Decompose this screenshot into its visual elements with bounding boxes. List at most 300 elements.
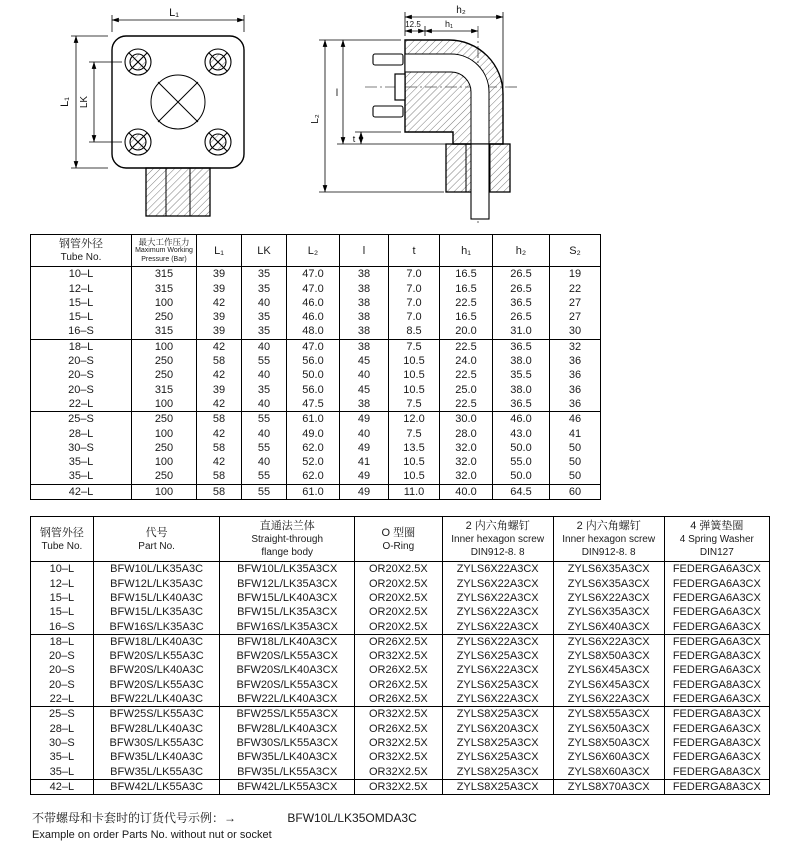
table-cell: 49 <box>340 412 389 427</box>
table-row <box>31 722 770 736</box>
table-cell: FEDERGA6A3CX <box>664 620 769 635</box>
table-cell: 42 <box>197 397 242 412</box>
table-cell: 60 <box>550 484 601 499</box>
table-cell: ZYLS8X50A3CX <box>553 649 664 663</box>
table-cell: 42 <box>197 427 242 441</box>
table-cell: 50.0 <box>493 441 550 455</box>
table-cell: BFW15L/LK35A3CX <box>220 605 355 619</box>
table-cell: 20–S <box>49 664 75 677</box>
socket-screw-icon <box>125 49 151 75</box>
table-cell: BFW15L/LK40A3CX <box>220 591 355 605</box>
hex-nut-front <box>146 168 210 216</box>
table-cell: 52.0 <box>287 455 340 469</box>
table-cell: 56.0 <box>287 383 340 397</box>
table-cell: BFW18L/LK40A3CX <box>220 634 355 649</box>
table-cell: 46.0 <box>493 412 550 427</box>
table-cell: 20–S <box>68 355 94 368</box>
table-cell: BFW28L/LK40A3C <box>93 722 220 736</box>
table-cell: ZYLS6X22A3CX <box>442 634 553 649</box>
table-cell: ZYLS6X22A3CX <box>553 591 664 605</box>
table-row <box>31 296 601 310</box>
table-cell: FEDERGA6A3CX <box>664 577 769 591</box>
table-cell: 58 <box>197 469 242 484</box>
table-cell: FEDERGA8A3CX <box>664 707 769 722</box>
table-cell: BFW10L/LK35A3C <box>93 562 220 577</box>
column-header: L₁ <box>197 235 242 267</box>
column-header: 钢管外径 Tube No. <box>59 238 103 264</box>
table-cell: BFW20S/LK40A3C <box>93 663 220 677</box>
table-row <box>31 663 770 677</box>
table-cell: ZYLS6X22A3CX <box>442 562 553 577</box>
table-cell: 45 <box>340 383 389 397</box>
table-row <box>31 484 601 499</box>
table-cell: FEDERGA6A3CX <box>664 562 769 577</box>
table-cell: 61.0 <box>287 412 340 427</box>
table-cell: 35 <box>242 267 287 282</box>
table-cell: 40 <box>242 397 287 412</box>
dim-label-L1-left: L₁ <box>59 97 71 107</box>
table-cell: BFW42L/LK55A3C <box>93 779 220 794</box>
table-cell: 40 <box>242 368 287 382</box>
row-group <box>31 412 601 484</box>
table-cell: 58 <box>197 354 242 368</box>
table-cell: ZYLS8X25A3CX <box>442 736 553 750</box>
table-cell: 22 <box>550 282 601 296</box>
table-cell: OR32X2.5X <box>354 649 442 663</box>
table-cell: 55.0 <box>493 455 550 469</box>
dim-label-LK: LK <box>79 95 90 109</box>
table-row <box>31 282 601 296</box>
table-cell: 26.5 <box>493 267 550 282</box>
o-ring-boss <box>395 74 405 100</box>
column-header: O 型圈 O-Ring <box>354 517 442 562</box>
dimensions-table <box>30 234 601 500</box>
order-example-part-no: BFW10L/LK35OMDA3C <box>287 811 417 826</box>
table-cell: 20–S <box>68 383 94 396</box>
row-group <box>31 779 770 794</box>
table-cell: 100 <box>132 339 197 354</box>
table-row <box>31 620 770 635</box>
table-cell: ZYLS6X60A3CX <box>553 750 664 764</box>
column-header: h₂ <box>493 235 550 267</box>
table-cell: 32 <box>550 339 601 354</box>
table-cell: 40.0 <box>440 484 493 499</box>
table-cell: 62.0 <box>287 469 340 484</box>
table-cell: 16.5 <box>440 282 493 296</box>
table-cell: OR26X2.5X <box>354 692 442 707</box>
column-header: S₂ <box>550 235 601 267</box>
table-cell: 22–L <box>68 397 94 410</box>
table-cell: 47.5 <box>287 397 340 412</box>
table-row <box>31 324 601 339</box>
table-row <box>31 605 770 619</box>
table-cell: 22.5 <box>440 368 493 382</box>
table-cell: BFW42L/LK55A3CX <box>220 779 355 794</box>
table-cell: 36 <box>550 383 601 397</box>
table-cell: 55 <box>242 484 287 499</box>
column-header: 最大工作压力 Maximum Working Pressure (Bar) <box>132 235 197 267</box>
table-cell: 32.0 <box>440 469 493 484</box>
table-cell: FEDERGA8A3CX <box>664 779 769 794</box>
table-cell: 15–L <box>49 606 75 619</box>
table-cell: 45 <box>340 354 389 368</box>
header-row <box>31 517 770 562</box>
table-cell: OR20X2.5X <box>354 620 442 635</box>
table-cell: BFW35L/LK40A3CX <box>220 750 355 764</box>
table-cell: 39 <box>197 282 242 296</box>
table-cell: 49 <box>340 484 389 499</box>
table-header <box>31 517 770 562</box>
column-header: h₁ <box>440 235 493 267</box>
table-cell: 38 <box>340 282 389 296</box>
table-cell: 49.0 <box>287 427 340 441</box>
table-cell: 47.0 <box>287 282 340 296</box>
table-cell: 35.5 <box>493 368 550 382</box>
table-cell: BFW15L/LK35A3C <box>93 605 220 619</box>
table-cell: BFW20S/LK40A3CX <box>220 663 355 677</box>
socket-screw-icon <box>125 129 151 155</box>
table-cell: 50 <box>550 469 601 484</box>
table-cell: 26.5 <box>493 310 550 324</box>
table-cell: ZYLS6X22A3CX <box>442 591 553 605</box>
front-view-drawing <box>56 4 291 226</box>
table-row <box>31 649 770 663</box>
table-cell: ZYLS6X40A3CX <box>553 620 664 635</box>
table-cell: 26.5 <box>493 282 550 296</box>
table-cell: ZYLS6X35A3CX <box>553 577 664 591</box>
table-cell: 58 <box>197 412 242 427</box>
table-cell: 42 <box>197 368 242 382</box>
table-cell: 20–S <box>49 678 75 691</box>
table-cell: FEDERGA6A3CX <box>664 663 769 677</box>
table-cell: 315 <box>132 282 197 296</box>
table-cell: 18–L <box>68 340 94 353</box>
table-cell: ZYLS6X22A3CX <box>553 634 664 649</box>
table-cell: 42 <box>197 339 242 354</box>
table-cell: 38 <box>340 296 389 310</box>
side-section-drawing <box>309 4 569 226</box>
table-row <box>31 383 601 397</box>
table-cell: 50.0 <box>287 368 340 382</box>
table-cell: 40 <box>340 368 389 382</box>
table-cell: 31.0 <box>493 324 550 339</box>
table-cell: OR26X2.5X <box>354 663 442 677</box>
table-cell: 25–S <box>68 413 94 426</box>
table-cell: 35 <box>242 310 287 324</box>
table-cell: BFW25S/LK55A3C <box>93 707 220 722</box>
table-cell: ZYLS8X50A3CX <box>553 736 664 750</box>
table-cell: ZYLS6X45A3CX <box>553 678 664 692</box>
table-cell: 8.5 <box>389 324 440 339</box>
table-cell: ZYLS6X22A3CX <box>442 692 553 707</box>
table-cell: OR26X2.5X <box>354 722 442 736</box>
column-header: 钢管外径 Tube No. <box>39 526 84 552</box>
table-cell: 46.0 <box>287 310 340 324</box>
table-cell: 38 <box>340 397 389 412</box>
table-cell: 22.5 <box>440 397 493 412</box>
table-row <box>31 562 770 577</box>
table-cell: ZYLS6X22A3CX <box>442 577 553 591</box>
table-cell: 7.5 <box>389 427 440 441</box>
table-cell: ZYLS6X25A3CX <box>442 649 553 663</box>
dim-label-h1: h₁ <box>444 19 454 29</box>
table-cell: 20–S <box>68 369 94 382</box>
table-cell: 61.0 <box>287 484 340 499</box>
table-cell: FEDERGA6A3CX <box>664 722 769 736</box>
dim-label-h2: h₂ <box>456 5 466 16</box>
table-cell: 40 <box>242 339 287 354</box>
table-cell: 100 <box>132 455 197 469</box>
table-cell: 10–L <box>49 563 75 576</box>
table-cell: ZYLS8X25A3CX <box>442 779 553 794</box>
table-row <box>31 427 601 441</box>
column-header: 代号 Part No. <box>93 517 220 562</box>
table-cell: 250 <box>132 441 197 455</box>
table-cell: BFW16S/LK35A3C <box>93 620 220 635</box>
table-cell: BFW22L/LK40A3CX <box>220 692 355 707</box>
table-cell: 35–L <box>68 456 94 469</box>
table-cell: 36.5 <box>493 339 550 354</box>
table-cell: 7.0 <box>389 282 440 296</box>
elbow-body-section <box>395 40 503 144</box>
table-cell: FEDERGA6A3CX <box>664 750 769 764</box>
table-cell: 55 <box>242 412 287 427</box>
table-row <box>31 267 601 282</box>
table-cell: 48.0 <box>287 324 340 339</box>
table-cell: 42–L <box>49 780 75 793</box>
table-cell: ZYLS6X25A3CX <box>442 750 553 764</box>
table-cell: 11.0 <box>389 484 440 499</box>
table-cell: 27 <box>550 310 601 324</box>
table-cell: 41 <box>550 427 601 441</box>
table-cell: 36 <box>550 354 601 368</box>
column-header: 2 内六角螺钉 Inner hexagon screw DIN912-8. 8 <box>442 517 553 562</box>
table-cell: 42 <box>197 455 242 469</box>
table-cell: 46.0 <box>287 296 340 310</box>
table-cell: BFW22L/LK40A3C <box>93 692 220 707</box>
table-cell: 58 <box>197 484 242 499</box>
row-group <box>31 562 770 634</box>
table-cell: 100 <box>132 484 197 499</box>
table-row <box>31 441 601 455</box>
column-header: 2 内六角螺钉 Inner hexagon screw DIN912-8. 8 <box>553 517 664 562</box>
table-row <box>31 455 601 469</box>
table-cell: ZYLS8X70A3CX <box>553 779 664 794</box>
table-cell: 10.5 <box>389 368 440 382</box>
table-cell: 42–L <box>68 485 94 498</box>
table-cell: 39 <box>197 267 242 282</box>
table-cell: 47.0 <box>287 267 340 282</box>
table-cell: 38 <box>340 324 389 339</box>
table-cell: 250 <box>132 310 197 324</box>
table-cell: 10.5 <box>389 354 440 368</box>
table-cell: 28.0 <box>440 427 493 441</box>
row-group <box>31 484 601 499</box>
table-cell: 40 <box>242 296 287 310</box>
order-footnote <box>32 809 770 841</box>
table-cell: 46 <box>550 412 601 427</box>
table-cell: BFW35L/LK55A3CX <box>220 765 355 780</box>
table-row <box>31 397 601 412</box>
table-cell: OR32X2.5X <box>354 750 442 764</box>
table-cell: BFW20S/LK55A3CX <box>220 649 355 663</box>
table-row <box>31 692 770 707</box>
table-row <box>31 354 601 368</box>
table-cell: 39 <box>197 310 242 324</box>
table-cell: 50 <box>550 441 601 455</box>
table-cell: 315 <box>132 324 197 339</box>
table-cell: 49 <box>340 469 389 484</box>
table-cell: FEDERGA6A3CX <box>664 591 769 605</box>
table-cell: 250 <box>132 368 197 382</box>
order-note-en: Example on order Parts No. without nut or socket <box>32 829 272 842</box>
column-header: LK <box>242 235 287 267</box>
table-cell: OR32X2.5X <box>354 779 442 794</box>
column-header: 4 弹簧垫圈 4 Spring Washer DIN127 <box>664 517 769 562</box>
header-row <box>31 235 601 267</box>
table-row <box>31 469 601 484</box>
table-cell: ZYLS6X35A3CX <box>553 562 664 577</box>
row-group <box>31 339 601 411</box>
table-row <box>31 779 770 794</box>
table-cell: 27 <box>550 296 601 310</box>
table-cell: FEDERGA8A3CX <box>664 678 769 692</box>
screw-side-icon <box>373 54 403 65</box>
table-cell: OR20X2.5X <box>354 591 442 605</box>
table-cell: 39 <box>197 383 242 397</box>
table-header <box>31 235 601 267</box>
table-row <box>31 412 601 427</box>
table-cell: FEDERGA8A3CX <box>664 765 769 780</box>
socket-screw-icon <box>205 49 231 75</box>
table-cell: OR20X2.5X <box>354 562 442 577</box>
table-cell: 22.5 <box>440 339 493 354</box>
table-cell: ZYLS6X22A3CX <box>553 692 664 707</box>
table-cell: FEDERGA6A3CX <box>664 605 769 619</box>
table-row <box>31 310 601 324</box>
parts-order-table <box>30 516 770 795</box>
table-cell: BFW20S/LK55A3C <box>93 649 220 663</box>
table-cell: 250 <box>132 469 197 484</box>
hex-nut-side <box>446 144 510 219</box>
table-cell: 50.0 <box>493 469 550 484</box>
table-cell: 39 <box>197 324 242 339</box>
table-row <box>31 678 770 692</box>
dim-label-12-5: 12.5 <box>405 20 421 29</box>
table-cell: 16–S <box>49 620 75 633</box>
table-cell: 315 <box>132 383 197 397</box>
table-row <box>31 577 770 591</box>
table-cell: ZYLS6X20A3CX <box>442 722 553 736</box>
table-row <box>31 765 770 780</box>
table-cell: 35–L <box>68 470 94 483</box>
table-cell: BFW30S/LK55A3CX <box>220 736 355 750</box>
table-cell: ZYLS6X25A3CX <box>442 678 553 692</box>
table-cell: ZYLS6X22A3CX <box>442 620 553 635</box>
table-cell: 7.0 <box>389 267 440 282</box>
dim-label-L2: L₂ <box>310 114 321 124</box>
table-cell: 38 <box>340 310 389 324</box>
table-cell: 15–L <box>68 296 94 309</box>
table-cell: 30.0 <box>440 412 493 427</box>
table-row <box>31 707 770 722</box>
table-cell: 28–L <box>49 722 75 735</box>
table-cell: ZYLS8X25A3CX <box>442 765 553 780</box>
table-row <box>31 591 770 605</box>
table-cell: 35 <box>242 383 287 397</box>
table-cell: 25–S <box>49 708 75 721</box>
order-note-cn: 不带螺母和卡套时的订货代号示例：→ <box>32 811 237 826</box>
table-cell: 315 <box>132 267 197 282</box>
column-header: L₂ <box>287 235 340 267</box>
table-cell: 12–L <box>49 577 75 590</box>
table-cell: 20–S <box>49 650 75 663</box>
table-cell: ZYLS6X35A3CX <box>553 605 664 619</box>
table-cell: 30–S <box>49 736 75 749</box>
table-cell: 16.5 <box>440 267 493 282</box>
table-cell: 58 <box>197 441 242 455</box>
table-cell: 50 <box>550 455 601 469</box>
table-cell: BFW15L/LK40A3C <box>93 591 220 605</box>
table-cell: 19 <box>550 267 601 282</box>
table-cell: 38.0 <box>493 383 550 397</box>
table-cell: OR26X2.5X <box>354 634 442 649</box>
table-cell: FEDERGA6A3CX <box>664 692 769 707</box>
table-cell: OR32X2.5X <box>354 707 442 722</box>
column-header: 直通法兰体 Straight-through flange body <box>220 517 355 562</box>
table-cell: 35–L <box>49 765 75 778</box>
table-cell: 7.0 <box>389 296 440 310</box>
table-cell: 10.5 <box>389 469 440 484</box>
table-cell: 13.5 <box>389 441 440 455</box>
table-cell: ZYLS8X60A3CX <box>553 765 664 780</box>
table-cell: 250 <box>132 354 197 368</box>
table-cell: 100 <box>132 296 197 310</box>
table-cell: 55 <box>242 469 287 484</box>
table-cell: BFW30S/LK55A3C <box>93 736 220 750</box>
table-cell: OR32X2.5X <box>354 765 442 780</box>
table-cell: 36.5 <box>493 296 550 310</box>
table-cell: 40 <box>242 455 287 469</box>
table-cell: 20.0 <box>440 324 493 339</box>
table-cell: BFW12L/LK35A3C <box>93 577 220 591</box>
technical-drawings <box>56 4 770 226</box>
table-cell: FEDERGA8A3CX <box>664 736 769 750</box>
table-cell: 55 <box>242 354 287 368</box>
table-cell: ZYLS8X25A3CX <box>442 707 553 722</box>
table-cell: 10–L <box>68 268 94 281</box>
table-cell: FEDERGA6A3CX <box>664 634 769 649</box>
table-cell: ZYLS6X22A3CX <box>442 605 553 619</box>
table-cell: 250 <box>132 412 197 427</box>
row-group <box>31 267 601 339</box>
table-row <box>31 634 770 649</box>
table-cell: 24.0 <box>440 354 493 368</box>
table-row <box>31 368 601 382</box>
table-cell: BFW35L/LK40A3C <box>93 750 220 764</box>
table-cell: 36 <box>550 368 601 382</box>
table-cell: 35 <box>242 324 287 339</box>
table-cell: 22–L <box>49 693 75 706</box>
table-cell: ZYLS6X45A3CX <box>553 663 664 677</box>
table-cell: 64.5 <box>493 484 550 499</box>
table-cell: 38.0 <box>493 354 550 368</box>
table-cell: 38 <box>340 267 389 282</box>
table-cell: BFW12L/LK35A3CX <box>220 577 355 591</box>
table-cell: OR20X2.5X <box>354 577 442 591</box>
table-cell: 35–L <box>49 751 75 764</box>
table-row <box>31 736 770 750</box>
